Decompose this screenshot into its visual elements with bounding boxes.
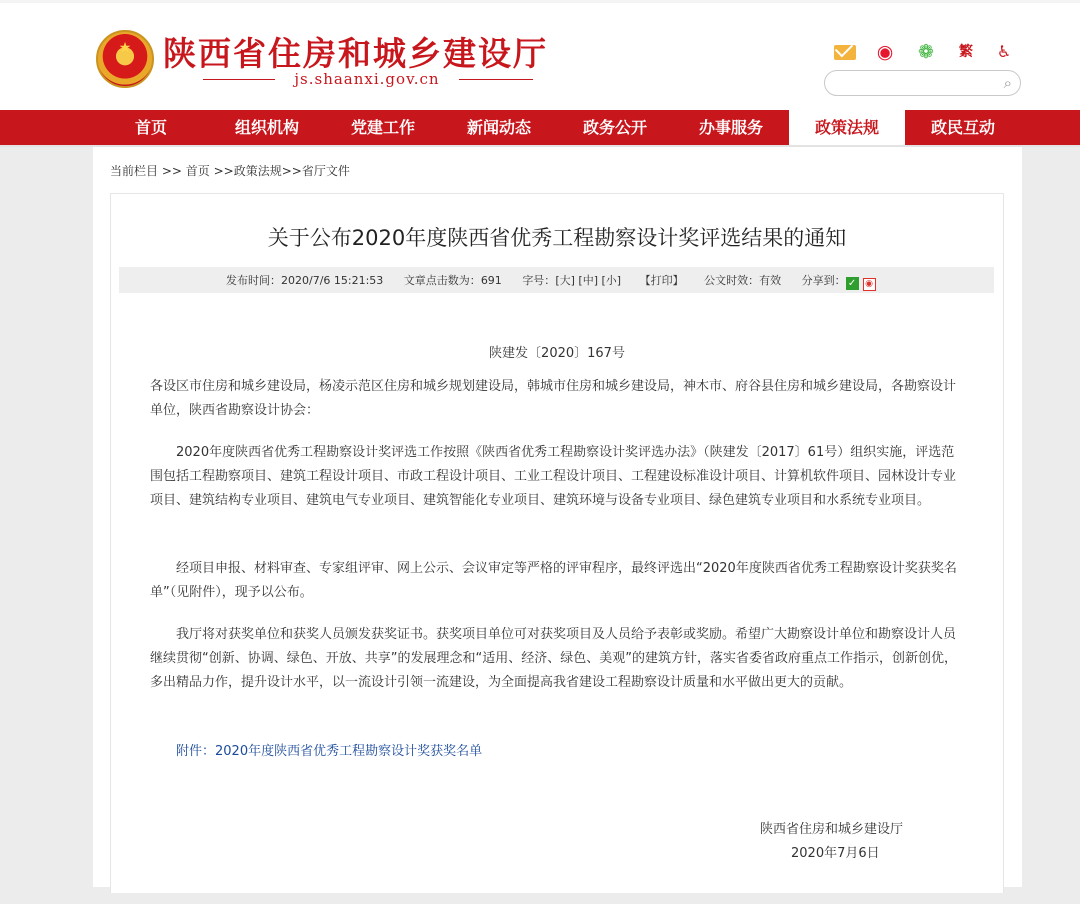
mail-icon[interactable] [834, 40, 858, 64]
body-paragraph: 2020年度陕西省优秀工程勘察设计奖评选工作按照《陕西省优秀工程勘察设计奖评选办法》（陕建发〔2017〕61号）组织实施，评选范围包括工程勘察项目、建筑工程设计项目、市政工程设计项目、工业工程设计项目、工程建设标准设计项目、计算机软件项目、园林设计专业项目、建筑结构专业项目、建筑电气专业项目、建筑智能化专业项目、建筑环境与设备专业项目、绿色建筑专业项目和水系统专业项目。 [150, 445, 957, 508]
nav-item-services[interactable]: 办事服务 [698, 118, 763, 137]
nav-item-party-building[interactable]: 党建工作 [350, 118, 415, 137]
search-icon[interactable]: ⌕ [1003, 74, 1012, 92]
breadcrumb-prefix: 当前栏目 >> [110, 164, 186, 178]
nav-item-organization[interactable]: 组织机构 [234, 118, 299, 137]
nav-item-policies[interactable]: 政策法规 [789, 110, 905, 145]
share-label: 分享到： [801, 274, 846, 287]
click-count: 691 [480, 274, 502, 287]
site-url-row [203, 70, 533, 88]
breadcrumb-separator: >> [209, 164, 234, 178]
article-container [110, 193, 1004, 893]
weibo-icon[interactable]: ◉ [876, 41, 894, 63]
nav-item-gov-affairs[interactable]: 政务公开 [582, 118, 647, 137]
search-input[interactable] [835, 74, 995, 92]
header-tools [834, 40, 1024, 66]
article-meta [226, 272, 876, 291]
share-wechat-icon[interactable]: ✓ [846, 277, 859, 290]
breadcrumb [110, 162, 350, 179]
validity-value: 有效 [759, 274, 782, 287]
wechat-icon[interactable]: ❁ [918, 41, 934, 63]
body-paragraph: 经项目申报、材料审查、专家组评审、网上公示、会议审定等严格的评审程序，最终评选出“2020年度陕西省优秀工程勘察设计奖获奖名单”（见附件），现予以公布。 [150, 561, 957, 600]
body-paragraph: 我厅将对获奖单位和获奖人员颁发获奖证书。获奖项目单位可对获奖项目及人员给予表彰或奖励。希望广大勘察设计单位和勘察设计人员继续贯彻“创新、协调、绿色、开放、共享”的发展理念和“适用、经济、绿色、美观”的建筑方针，落实省委省政府重点工作指示，创新创优，多出精品力作，提升设计水平，以一流设计引领一流建设，为全面提高我省建设工程勘察设计质量和水平做出更大的贡献。 [150, 627, 957, 690]
url-left-rule [203, 79, 275, 80]
nav-item-interaction[interactable]: 政民互动 [930, 118, 995, 137]
breadcrumb-section-link[interactable]: 政策法规 [233, 164, 282, 178]
validity-label: 公文时效： [704, 274, 760, 287]
traditional-chinese-toggle[interactable]: 繁 [959, 44, 973, 60]
share-weibo-icon[interactable]: ◉ [863, 278, 876, 291]
attachment-link[interactable]: 附件：2020年度陕西省优秀工程勘察设计奖获奖名单 [176, 744, 483, 759]
recipients-paragraph: 各设区市住房和城乡建设局，杨凌示范区住房和城乡规划建设局，韩城市住房和城乡建设局，神木市、府谷县住房和城乡建设局，各勘察设计单位，陕西省勘察设计协会： [150, 379, 957, 418]
font-size-medium-button[interactable]: [中] [578, 274, 598, 287]
top-divider [0, 0, 1080, 3]
accessibility-icon[interactable]: ♿ [996, 42, 1012, 61]
breadcrumb-separator: >> [281, 164, 302, 178]
national-emblem-icon [96, 30, 154, 88]
site-header [0, 0, 1080, 110]
site-title[interactable]: 陕西省住房和城乡建设厅 [163, 34, 548, 73]
nav-item-news[interactable]: 新闻动态 [466, 118, 531, 137]
publish-time-label: 发布时间： [226, 274, 281, 287]
clicks-label: 文章点击数为： [403, 274, 481, 287]
publish-time: 2020/7/6 15:21:53 [281, 274, 384, 287]
site-url: js.shaanxi.gov.cn [294, 70, 440, 88]
breadcrumb-current-link[interactable]: 省厅文件 [301, 164, 350, 178]
article-title: 关于公布2020年度陕西省优秀工程勘察设计奖评选结果的通知 [267, 226, 847, 250]
url-right-rule [459, 79, 533, 80]
font-size-large-button[interactable]: [大] [555, 274, 575, 287]
signature-organization: 陕西省住房和城乡建设厅 [760, 822, 904, 837]
main-nav [0, 110, 1080, 147]
font-size-small-button[interactable]: [小] [601, 274, 622, 287]
signature-date: 2020年7月6日 [791, 846, 880, 861]
print-button[interactable]: 【打印】 [639, 274, 684, 287]
document-number: 陕建发〔2020〕167号 [489, 346, 625, 361]
font-size-label: 字号： [522, 274, 556, 287]
breadcrumb-home-link[interactable]: 首页 [185, 164, 210, 178]
search-box [824, 70, 1021, 96]
nav-item-home[interactable]: 首页 [134, 118, 167, 137]
